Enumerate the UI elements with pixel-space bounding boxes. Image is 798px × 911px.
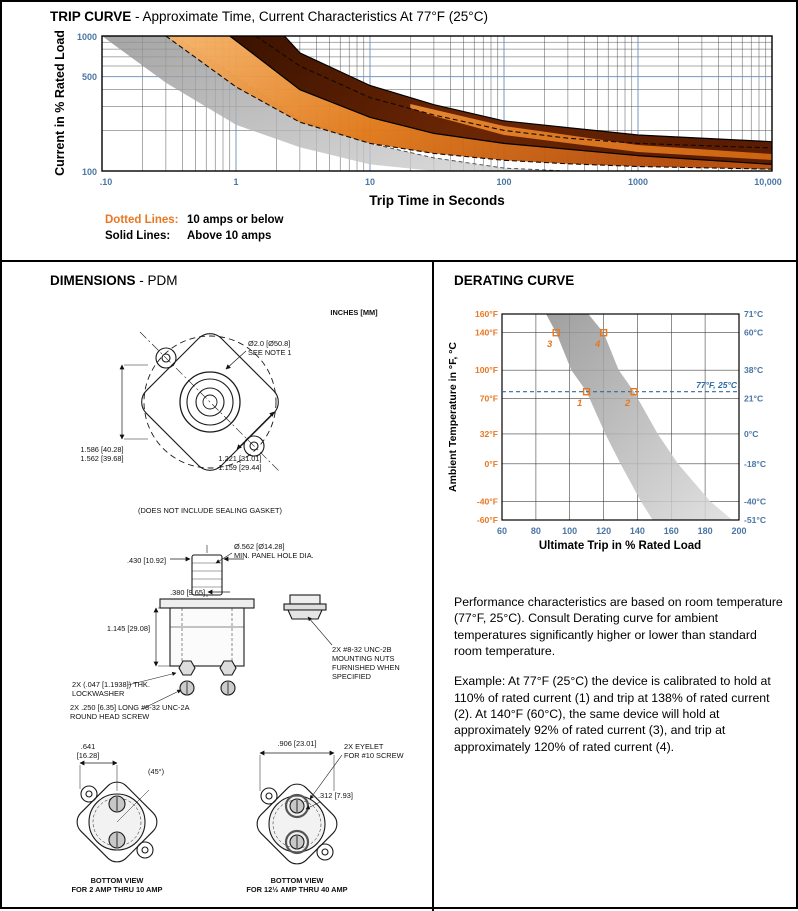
bottom-view-left-caption-2: FOR 2 AMP THRU 10 AMP [71, 885, 163, 894]
derating-note-paragraph-2: Example: At 77°F (25°C) the device is calibrated to hold at 110% of rated current (1) and trip at 138% of rated current (2). At 140°F (60°C), the same device will hold at approximately 92% of rated current (3), and trip at approximately 120% of rated current (4). [454, 674, 771, 754]
trip-legend-dotted-row [105, 212, 284, 228]
derating-xtick-180: 180 [697, 526, 713, 536]
derating-c-71: 71°C [744, 309, 764, 319]
bottom-view-right-caption-2: FOR 12½ AMP THRU 40 AMP [246, 885, 348, 894]
dim-bolt-circle-line1: Ø2.0 [Ø50.8] [248, 339, 291, 348]
gasket-note: (DOES NOT INCLUDE SEALING GASKET) [137, 506, 283, 515]
trip-legend-solid-label: Solid Lines: [105, 230, 171, 242]
bottom-view-12-40amp [252, 753, 343, 869]
derating-f-160: 160°F [474, 309, 498, 319]
trip-ytick-100: 100 [81, 167, 97, 177]
derating-f-70: 70°F [479, 393, 498, 404]
derating-note-paragraph-1: Performance characteristics are based on room temperature (77°F, 25°C). Consult Derating curve for ambient temperatures significantly higher or lower than standard room temperature. [454, 595, 783, 659]
lockwasher-note-1: 2X (.047 [1.1938]) THK. [72, 680, 150, 689]
mounting-nuts-note-3: FURNISHED WHEN [332, 663, 400, 672]
trip-curve-chart [2, 28, 798, 214]
trip-ytick-1000: 1000 [76, 32, 97, 42]
trip-yaxis-title: Current in % Rated Load [53, 30, 67, 176]
derating-marker-1: 1 [577, 398, 583, 409]
section-divider-horizontal [2, 260, 798, 262]
trip-xtick-10: 10 [364, 177, 376, 187]
dim-panel-hole-2: MIN. PANEL HOLE DIA. [234, 551, 314, 560]
screw-note-1: 2X .250 [6.35] LONG #8-32 UNC-2A [70, 703, 190, 712]
lockwasher-note-2: LOCKWASHER [72, 689, 125, 698]
trip-xtick-10000: 10,000 [754, 177, 782, 187]
trip-xaxis-title: Trip Time in Seconds [369, 193, 505, 208]
derating-xtick-100: 100 [562, 526, 578, 536]
mounting-nuts-note-1: 2X #8-32 UNC-2B [332, 645, 392, 654]
dim-312: .312 [7.93] [318, 791, 353, 800]
derating-xtick-200: 200 [731, 526, 747, 536]
derating-f-0: 0°F [484, 458, 498, 469]
derating-xaxis-title: Ultimate Trip in % Rated Load [538, 540, 702, 552]
trip-xtick-0.1: .10 [99, 177, 113, 187]
derating-xtick-120: 120 [596, 526, 612, 536]
dim-641-2: [16.28] [76, 751, 100, 760]
trip-xtick-100: 100 [496, 177, 512, 187]
derating-marker-4: 4 [595, 339, 601, 350]
derating-marker-2: 2 [625, 398, 631, 409]
dim-flange-width-1: 1.586 [40.28] [80, 445, 124, 454]
derating-ref-label: 77°F, 25°C [696, 380, 737, 390]
trip-legend-dotted-value: 10 amps or below [187, 214, 284, 226]
dim-45deg: (45°) [148, 767, 165, 776]
dim-906: .906 [23.01] [277, 739, 317, 748]
derating-f-neg60: -60°F [476, 515, 498, 525]
mounting-nuts-note-4: SPECIFIED [332, 672, 372, 681]
dim-641-1: .641 [80, 742, 96, 751]
section-divider-vertical [432, 260, 434, 911]
units-note: INCHES [MM] [330, 308, 378, 317]
trip-curve-heading-bold: TRIP CURVE [50, 9, 132, 24]
derating-f-100: 100°F [474, 365, 498, 376]
trip-legend-solid-row [105, 228, 284, 244]
dimensions-heading [50, 273, 178, 288]
derating-heading-bold: DERATING CURVE [454, 273, 575, 288]
dim-flange-height-2: 1.159 [29.44] [218, 463, 262, 472]
mounting-nuts-note-2: MOUNTING NUTS [332, 654, 395, 663]
eyelet-note-2: FOR #10 SCREW [344, 751, 404, 760]
eyelet-note-1: 2X EYELET [344, 742, 384, 751]
trip-legend-dotted-label: Dotted Lines: [105, 214, 179, 226]
trip-xtick-1000: 1000 [627, 177, 649, 187]
derating-c-neg40: -40°C [744, 496, 767, 507]
derating-xtick-60: 60 [496, 526, 508, 536]
derating-c-60: 60°C [744, 327, 764, 338]
dim-bolt-circle-line2: SEE NOTE 1 [248, 348, 292, 357]
trip-curve-heading [50, 9, 488, 24]
derating-f-32: 32°F [479, 428, 498, 439]
screw-note-2: ROUND HEAD SCREW [70, 712, 150, 721]
derating-band [546, 314, 732, 520]
derating-f-140: 140°F [474, 327, 498, 338]
trip-legend-solid-value: Above 10 amps [187, 230, 272, 242]
derating-c-0: 0°C [744, 428, 759, 439]
derating-notes [454, 594, 786, 769]
derating-chart [442, 302, 798, 558]
dimensions-heading-bold: DIMENSIONS [50, 273, 136, 288]
derating-c-neg51: -51°C [744, 515, 767, 525]
trip-ytick-500: 500 [81, 72, 97, 82]
bottom-view-right-caption-1: BOTTOM VIEW [270, 876, 324, 885]
bottom-view-left-caption-1: BOTTOM VIEW [90, 876, 144, 885]
breaker-side-view [128, 545, 332, 709]
trip-legend [105, 212, 284, 244]
derating-heading [454, 273, 574, 288]
trip-curve-heading-rest: - Approximate Time, Current Characteristics At 77°F (25°C) [131, 9, 488, 24]
dimensions-drawing [32, 297, 432, 911]
dim-panel-hole-1: Ø.562 [Ø14.28] [234, 542, 285, 551]
derating-c-38: 38°C [744, 365, 764, 376]
bottom-view-2-10amp [72, 763, 163, 867]
dim-1145: 1.145 [29.08] [106, 624, 150, 633]
dim-flange-height-1: 1.221 [31.01] [218, 454, 262, 463]
derating-c-21: 21°C [744, 393, 764, 404]
dimensions-heading-rest: - PDM [135, 273, 178, 288]
derating-f-neg40: -40°F [476, 496, 498, 507]
trip-xtick-1: 1 [233, 177, 239, 187]
dim-430: .430 [10.92] [126, 556, 166, 565]
derating-c-neg18: -18°C [744, 458, 767, 469]
derating-marker-3: 3 [547, 339, 553, 350]
dim-380: .380 [9.65] [170, 588, 205, 597]
derating-yaxis-title: Ambient Temperature in °F, °C [447, 342, 459, 492]
derating-xtick-140: 140 [629, 526, 645, 536]
dim-flange-width-2: 1.562 [39.68] [80, 454, 124, 463]
derating-xtick-160: 160 [663, 526, 679, 536]
derating-xtick-80: 80 [530, 526, 541, 536]
